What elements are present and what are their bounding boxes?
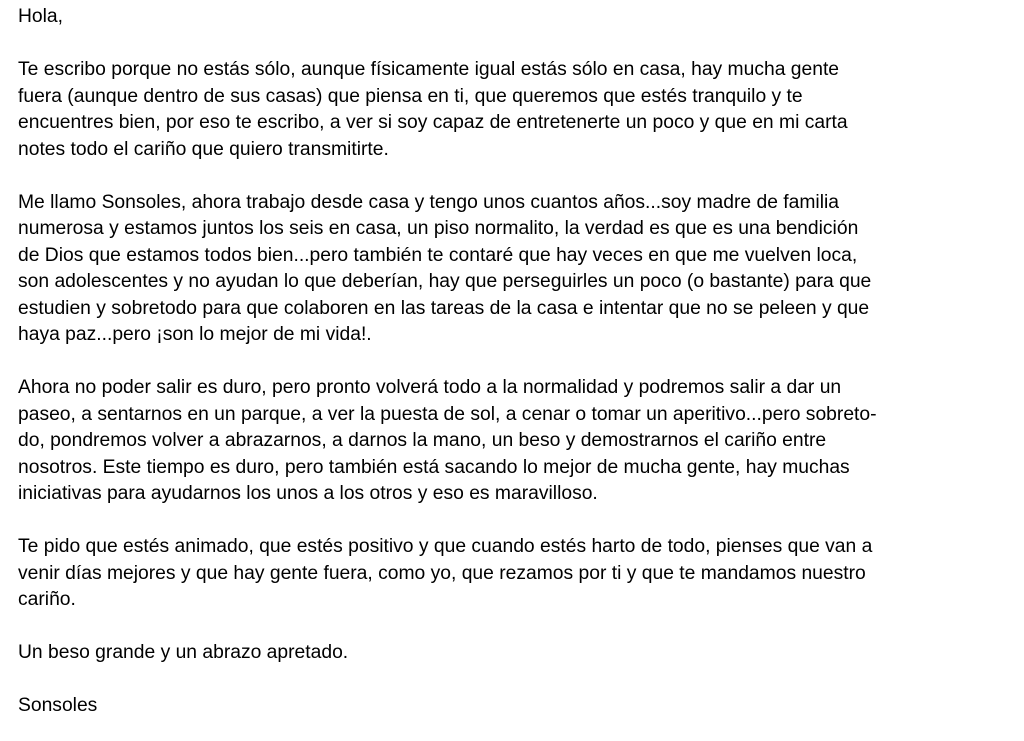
letter-paragraph-4 (18, 534, 1010, 614)
text-line: Te escribo porque no estás sólo, aunque físicamente igual estás sólo en casa, hay mucha gente (18, 59, 840, 80)
signature-line: Sonsoles (18, 695, 98, 716)
text-line: notes todo el cariño que quiero transmitirte. (18, 138, 389, 160)
text-line: nosotros. Este tiempo es duro, pero también está sacando lo mejor de mucha gente, hay muchas (18, 456, 850, 478)
text-line: son adolescentes y no ayudan lo que deberían, hay que perseguirles un poco (o bastante) para que (18, 271, 872, 292)
text-line: paseo, a sentarnos en un parque, a ver la puesta de sol, a cenar o tomar un aperitivo...pero sobreto- (18, 403, 877, 425)
letter-greeting (18, 4, 1010, 31)
letter-body (18, 4, 1010, 720)
text-line: numerosa y estamos juntos los seis en casa, un piso normalito, la verdad es que es una bendición (18, 218, 859, 239)
letter-signature (18, 693, 1010, 720)
text-line: de Dios que estamos todos bien...pero también te contaré que hay veces en que me vuelven loca, (18, 244, 858, 266)
text-line: iniciativas para ayudarnos los unos a los otros y eso es maravilloso. (18, 483, 598, 504)
text-line: haya paz...pero ¡son lo mejor de mi vida!. (18, 324, 372, 345)
letter-paragraph-3 (18, 375, 1010, 508)
letter-paragraph-1 (18, 57, 1010, 163)
text-line: fuera (aunque dentro de sus casas) que piensa en ti, que queremos que estés tranquilo y te (18, 85, 803, 107)
letter-closing (18, 640, 1010, 667)
text-line: do, pondremos volver a abrazarnos, a darnos la mano, un beso y demostrarnos el cariño entre (18, 430, 827, 451)
text-line: venir días mejores y que hay gente fuera, como yo, que rezamos por ti y que te mandamos nuestro (18, 562, 866, 584)
text-line: Te pido que estés animado, que estés positivo y que cuando estés harto de todo, pienses que van a (18, 536, 873, 557)
text-line: encuentres bien, por eso te escribo, a ver si soy capaz de entretenerte un poco y que en mi carta (18, 112, 848, 133)
text-line: cariño. (18, 589, 76, 610)
text-line: Ahora no poder salir es duro, pero pronto volverá todo a la normalidad y podremos salir a dar un (18, 377, 842, 398)
closing-line: Un beso grande y un abrazo apretado. (18, 642, 349, 663)
text-line: estudien y sobretodo para que colaboren en las tareas de la casa e intentar que no se peleen y que (18, 297, 870, 319)
letter-paragraph-2 (18, 190, 1010, 349)
greeting-line: Hola, (18, 6, 64, 27)
text-line: Me llamo Sonsoles, ahora trabajo desde casa y tengo unos cuantos años...soy madre de familia (18, 191, 839, 213)
